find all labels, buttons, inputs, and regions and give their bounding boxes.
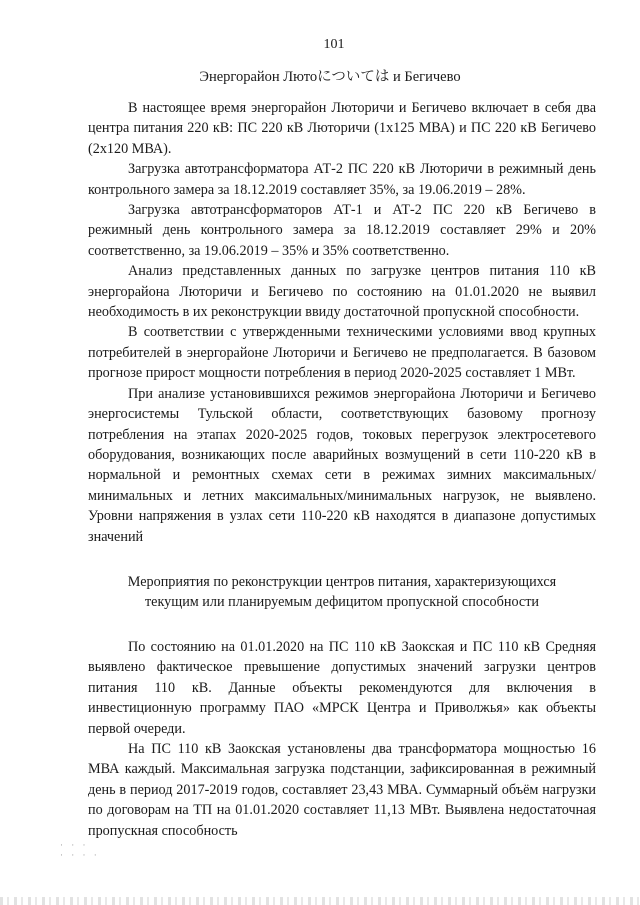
page-number: 101 xyxy=(323,37,345,52)
paragraph: Загрузка автотрансформаторов АТ-1 и АТ-2 ПС 220 кВ Бегичево в режимный день контрольного замера за 18.12.2019 составляет 29% и 20% соответственно, за 19.06.2019 – 35% и 35% соответственно. xyxy=(88,202,596,259)
section-title: Энергорайон Лютоについては и Бегичево xyxy=(199,69,461,85)
paragraph: В настоящее время энергорайон Люторичи и Бегичево включает в себя два центра питания 220 кВ: ПС 220 кВ Люторичи (1х125 МВА) и ПС 220 кВ Бегичево (2х120 МВА). xyxy=(88,100,596,157)
section2-heading-line2: текущим или планируемым дефицитом пропускной способности xyxy=(144,594,539,611)
paragraph: Загрузка автотрансформатора АТ-2 ПС 220 кВ Люторичи в режимный день контрольного замера за 18.12.2019 составляет 35%, за 19.06.2019 – 28%. xyxy=(88,161,596,198)
paragraph: На ПС 110 кВ Заокская установлены два трансформатора мощностью 16 МВА каждый. Максимальная загрузка подстанции, зафиксированная в режимный день в период 2017-2019 годов, составляет 23,43 МВА. Суммарный объём нагрузки по договорам на ТП на 01.01.2020 составляет 11,13 МВт. Выявлена недостаточная пропускная способность xyxy=(88,741,596,839)
paragraph: В соответствии с утвержденными техническими условиями ввод крупных потребителей в энергорайоне Люторичи и Бегичево не предполагается. В базовом прогнозе прирост мощности потребления в период 2020-2025 составляет 1 МВт. xyxy=(88,324,596,382)
section2-body xyxy=(88,637,596,841)
section2-heading xyxy=(88,572,596,613)
section1-body xyxy=(88,98,596,547)
scan-edge-artifact xyxy=(0,897,640,905)
paragraph: По состоянию на 01.01.2020 на ПС 110 кВ Заокская и ПС 110 кВ Средняя выявлено фактическое превышение допустимых значений загрузки центров питания 110 кВ. Данные объекты рекомендуются для включения в инвестиционную программу ПАО «МРСК Центра и Приволжья» как объекты первой очереди. xyxy=(88,639,596,737)
paragraph: Анализ представленных данных по загрузке центров питания 110 кВ энергорайона Люторичи и Бегичево по состоянию на 01.01.2020 не выявил необходимость в их реконструкции ввиду достаточной пропускной способности. xyxy=(88,263,596,321)
scan-artifact: · · · · · · · xyxy=(60,840,100,860)
paragraph: При анализе установившихся режимов энергорайона Люторичи и Бегичево энергосистемы Тульской области, соответствующих базовому прогнозу потребления на этапах 2020-2025 годов, токовых перегрузок электросетевого оборудования, возникающих после аварийных возмущений в сети 110-220 кВ в нормальной и ремонтных схемах сети в режимах зимних максимальных/минимальных и летних максимальных/минимальных нагрузок, не выявлено. Уровни напряжения в узлах сети 110-220 кВ находятся в диапазоне допустимых значений xyxy=(88,385,596,545)
section2-heading-line1: Мероприятия по реконструкции центров питания, характеризующихся xyxy=(127,574,557,590)
